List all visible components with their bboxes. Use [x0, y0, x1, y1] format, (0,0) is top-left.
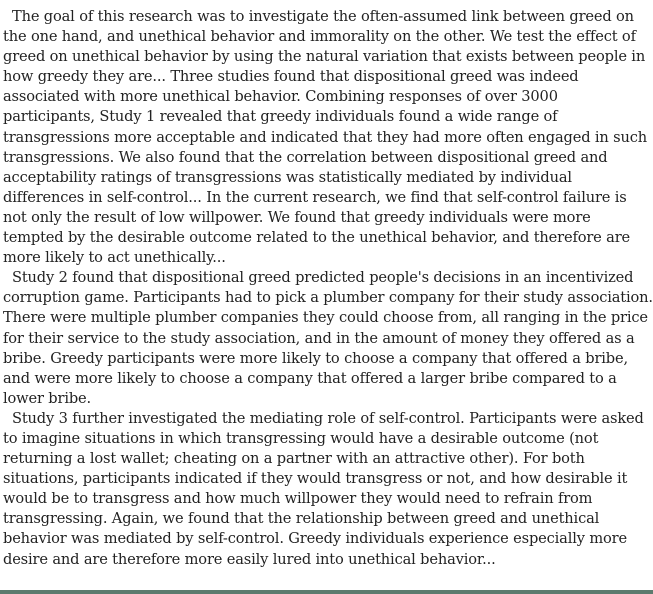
document-body: [3, 7, 653, 570]
paragraph-study-3: Study 3 further investigated the mediating role of self-control. Participants were asked to imagine situations in which transgressing would have a desirable outcome (not returning a lost wallet; cheating on a partner with an attractive other). For both situations, participants indicated if they would transgress or not, and how desirable it would be to transgress and how much willpower they would need to refrain from transgressing. Again, we found that the relationship between greed and unethical behavior was mediated by self-control. Greedy individuals experience especially more desire and are therefore more easily lured into unethical behavior...: [3, 409, 644, 568]
paragraph-study-1: The goal of this research was to investigate the often-assumed link between greed on the one hand, and unethical behavior and immorality on the other. We test the effect of greed on unethical behavior by using the natural variation that exists between people in how greedy they are... Three studies found that dispositional greed was indeed associated with more unethical behavior. Combining responses of over 3000 participants, Study 1 revealed that greedy individuals found a wide range of transgressions more acceptable and indicated that they had more often engaged in such transgressions. We also found that the correlation between dispositional greed and acceptability ratings of transgressions was statistically mediated by individual differences in self-control... In the current research, we find that self-control failure is not only the result of low willpower. We found that greedy individuals were more tempted by the desirable outcome related to the unethical behavior, and therefore are more likely to act unethically...: [3, 8, 647, 267]
bottom-divider: [0, 590, 653, 594]
paragraph-study-2: Study 2 found that dispositional greed predicted people's decisions in an incentivized corruption game. Participants had to pick a plumber company for their study association. There were multiple plumber companies they could choose from, all ranging in the price for their service to the study association, and in the amount of money they offered as a bribe. Greedy participants were more likely to choose a company that offered a bribe, and were more likely to choose a company that offered a larger bribe compared to a lower bribe.: [3, 269, 653, 407]
